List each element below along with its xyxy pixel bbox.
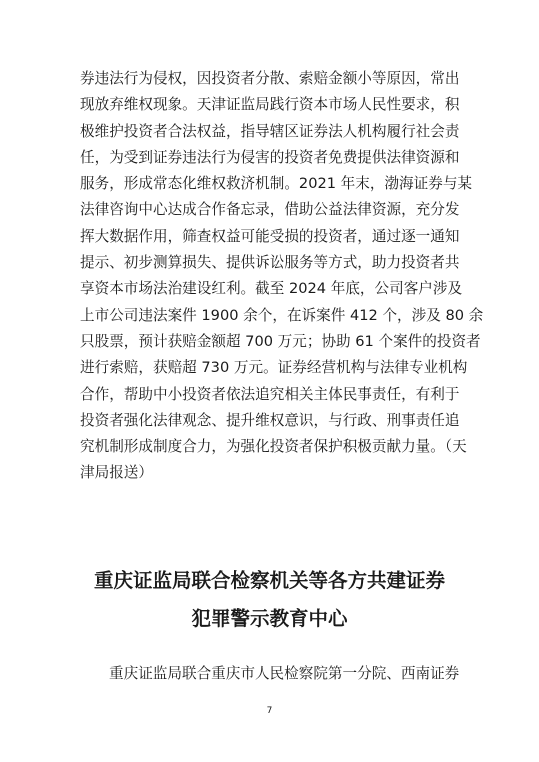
article-body: [80, 66, 484, 487]
article-line: 究机制形成制度合力，为强化投资者保护积极贡献力量。（天: [80, 438, 467, 456]
section-title-line-1: 重庆证监局联合检察机关等各方共建证券: [93, 569, 445, 592]
article-line: 极维护投资者合法权益，指导辖区证券法人机构履行社会责: [80, 122, 460, 140]
article-line: 合作，帮助中小投资者依法追究相关主体民事责任，有利于: [80, 385, 460, 403]
article-line: 券违法行为侵权，因投资者分散、索赔金额小等原因，常出: [80, 70, 460, 87]
article-line: 任，为受到证券违法行为侵害的投资者免费提供法律资源和: [80, 148, 460, 166]
article-line: 提示、初步测算损失、提供诉讼服务等方式，助力投资者共: [80, 254, 460, 272]
article-line: 只股票，预计获赔金额超 700 万元；协助 61 个案件的投资者: [80, 332, 481, 350]
article-line: 法律咨询中心达成合作备忘录，借助公益法律资源，充分发: [80, 201, 460, 219]
article-line: 进行索赔，获赔超 730 万元。证券经营机构与法律专业机构: [80, 359, 468, 377]
article-line: 上市公司违法案件 1900 余个，在诉案件 412 个，涉及 80 余: [80, 306, 484, 324]
page-number: 7: [266, 706, 273, 716]
article-line: 挥大数据作用，筛查权益可能受损的投资者，通过逐一通知: [80, 227, 460, 245]
section-title-line-2: 犯罪警示教育中心: [191, 607, 348, 630]
article-line: 津局报送）: [80, 464, 153, 482]
article-line: 享资本市场法治建设红利。截至 2024 年底，公司客户涉及: [80, 280, 463, 298]
section-lead-paragraph: 重庆证监局联合重庆市人民检察院第一分院、西南证券: [109, 665, 460, 682]
article-line: 投资者强化法律观念、提升维权意识，与行政、刑事责任追: [80, 411, 460, 429]
article-line: 服务，形成常态化维权救济机制。2021 年末，渤海证券与某: [80, 175, 473, 193]
article-line: 现放弃维权现象。天津证监局践行资本市场人民性要求，积: [80, 96, 460, 114]
